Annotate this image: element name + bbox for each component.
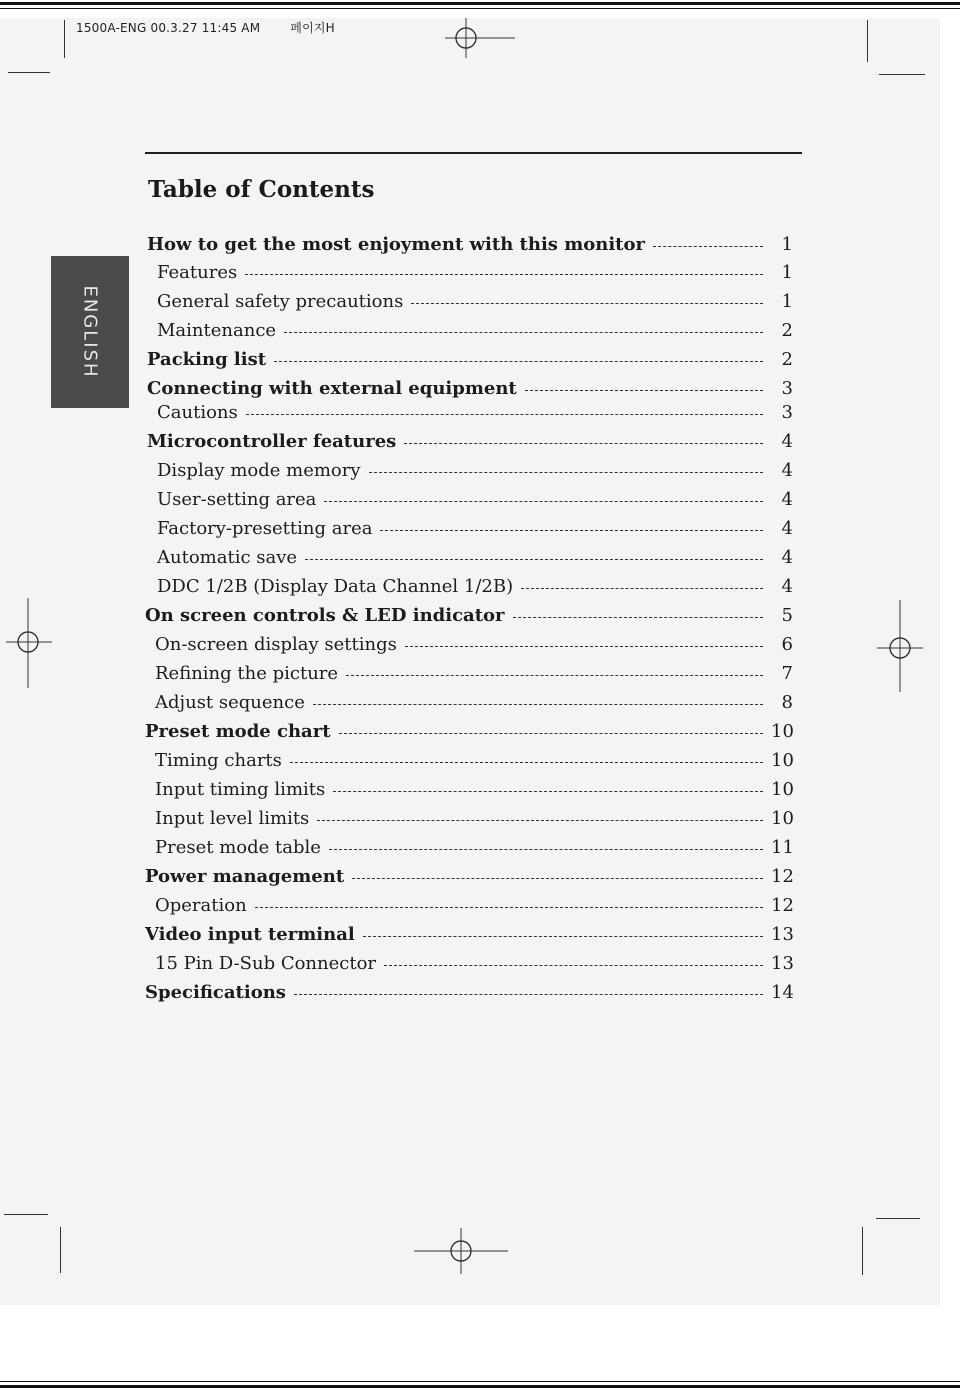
toc-entry <box>145 980 793 1004</box>
toc-entry-page: 6 <box>781 633 793 655</box>
toc-entry-page: 8 <box>781 691 793 713</box>
toc-leader <box>369 472 763 473</box>
toc-leader <box>380 530 763 531</box>
toc-entry-label: Timing charts <box>155 749 282 771</box>
toc-entry-page: 5 <box>781 604 793 626</box>
toc-entry <box>147 232 793 256</box>
toc-leader <box>352 878 763 879</box>
toc-entry-label: Display mode memory <box>157 459 361 481</box>
toc-entry-page: 12 <box>771 865 794 887</box>
toc-leader <box>274 361 763 362</box>
toc-entry-label: Adjust sequence <box>155 691 305 713</box>
toc-leader <box>513 617 763 618</box>
toc-entry-label: Maintenance <box>157 319 277 341</box>
toc-leader <box>329 849 763 850</box>
toc-entry-label: Automatic save <box>157 546 298 568</box>
toc-entry <box>157 487 793 511</box>
toc-entry-page: 10 <box>771 720 794 742</box>
toc-leader <box>653 246 763 247</box>
toc-entry <box>155 748 793 772</box>
toc-entry-page: 13 <box>771 923 794 945</box>
toc-entry-page: 7 <box>781 662 793 684</box>
toc-entry <box>155 806 793 830</box>
toc-entry <box>147 347 793 371</box>
toc-leader <box>405 646 763 647</box>
toc-entry <box>155 835 793 859</box>
toc-entry-page: 4 <box>781 430 793 452</box>
toc-leader <box>411 303 763 304</box>
toc-entry <box>157 400 793 424</box>
toc-entry-page: 2 <box>781 319 793 341</box>
toc-leader <box>245 274 763 275</box>
toc-entry-label: Factory-presetting area <box>157 517 373 539</box>
toc-leader <box>305 559 763 560</box>
toc-entry-label: DDC 1/2B (Display Data Channel 1/2B) <box>157 575 514 597</box>
toc-entry <box>145 864 793 888</box>
toc-entry <box>145 603 793 627</box>
toc-entry <box>157 545 793 569</box>
toc-leader <box>246 414 763 415</box>
toc-entry-page: 4 <box>781 546 793 568</box>
toc-leader <box>290 762 763 763</box>
toc-entry <box>147 429 793 453</box>
toc-entry <box>147 376 793 400</box>
toc-entry-label: Microcontroller features <box>147 430 397 452</box>
toc-entry-label: Specifications <box>145 981 286 1003</box>
toc-entry-page: 1 <box>781 261 793 283</box>
toc-entry-page: 1 <box>781 290 793 312</box>
toc-entry <box>157 289 793 313</box>
toc-leader <box>404 443 763 444</box>
toc-leader <box>521 588 763 589</box>
toc-entry-page: 14 <box>771 981 794 1003</box>
toc-entry-page: 10 <box>771 749 794 771</box>
toc-entry-label: Cautions <box>157 401 238 423</box>
toc-leader <box>384 965 763 966</box>
toc-leader <box>294 994 763 995</box>
toc-entry <box>155 632 793 656</box>
toc-entry <box>145 719 793 743</box>
toc-leader <box>346 675 763 676</box>
toc-entry <box>155 690 793 714</box>
toc-entry-page: 4 <box>781 575 793 597</box>
toc-entry <box>155 951 793 975</box>
language-tab-label: ENGLISH <box>79 285 101 379</box>
toc-entry-page: 12 <box>771 894 794 916</box>
toc-leader <box>313 704 763 705</box>
toc-entry-page: 4 <box>781 517 793 539</box>
toc-entry-label: On screen controls & LED indicator <box>145 604 505 626</box>
job-line: 1500A-ENG 00.3.27 11:45 AM <box>76 21 261 35</box>
toc-leader <box>317 820 763 821</box>
toc-entry <box>155 661 793 685</box>
toc-entry-page: 10 <box>771 807 794 829</box>
toc-leader <box>525 390 763 391</box>
toc-entry <box>155 893 793 917</box>
toc-entry-page: 13 <box>771 952 794 974</box>
toc-entry-label: Input level limits <box>155 807 310 829</box>
toc-entry-label: Refining the picture <box>155 662 339 684</box>
page-title: Table of Contents <box>148 176 375 203</box>
toc-entry <box>157 458 793 482</box>
toc-entry-page: 4 <box>781 459 793 481</box>
toc-entry-label: Input timing limits <box>155 778 326 800</box>
toc-leader <box>255 907 763 908</box>
toc-entry <box>157 318 793 342</box>
frame-bottom-rule <box>0 1385 960 1388</box>
toc-leader <box>284 332 763 333</box>
toc-entry-page: 11 <box>771 836 794 858</box>
toc-entry-label: Power management <box>145 865 345 887</box>
toc-entry-label: Preset mode table <box>155 836 321 858</box>
toc-leader <box>339 733 763 734</box>
toc-entry-label: Preset mode chart <box>145 720 331 742</box>
toc-entry <box>155 777 793 801</box>
toc-leader <box>324 501 763 502</box>
toc-entry-page: 4 <box>781 488 793 510</box>
toc-entry-label: User-setting area <box>157 488 317 510</box>
toc-entry-label: Packing list <box>147 348 267 370</box>
toc-entry-label: Connecting with external equipment <box>147 377 517 399</box>
toc-entry-label: On-screen display settings <box>155 633 397 655</box>
toc-entry-page: 1 <box>781 233 793 255</box>
toc-leader <box>333 791 763 792</box>
page-mark: 페이지H <box>290 21 335 35</box>
toc-entry-label: Operation <box>155 894 247 916</box>
toc-entry <box>157 516 793 540</box>
toc-entry <box>145 922 793 946</box>
toc-leader <box>363 936 763 937</box>
toc-entry-page: 3 <box>781 401 793 423</box>
toc-entry <box>157 574 793 598</box>
toc-entry-label: 15 Pin D-Sub Connector <box>155 952 377 974</box>
toc-entry-page: 10 <box>771 778 794 800</box>
toc-entry-label: How to get the most enjoyment with this monitor <box>147 233 645 255</box>
frame-bottom-rule-thin <box>0 1381 960 1382</box>
toc-entry-label: Features <box>157 261 238 283</box>
toc-entry-label: Video input terminal <box>145 923 355 945</box>
toc-entry-label: General safety precautions <box>157 290 404 312</box>
toc-entry-page: 3 <box>781 377 793 399</box>
toc-entry-page: 2 <box>781 348 793 370</box>
toc-entry <box>157 260 793 284</box>
